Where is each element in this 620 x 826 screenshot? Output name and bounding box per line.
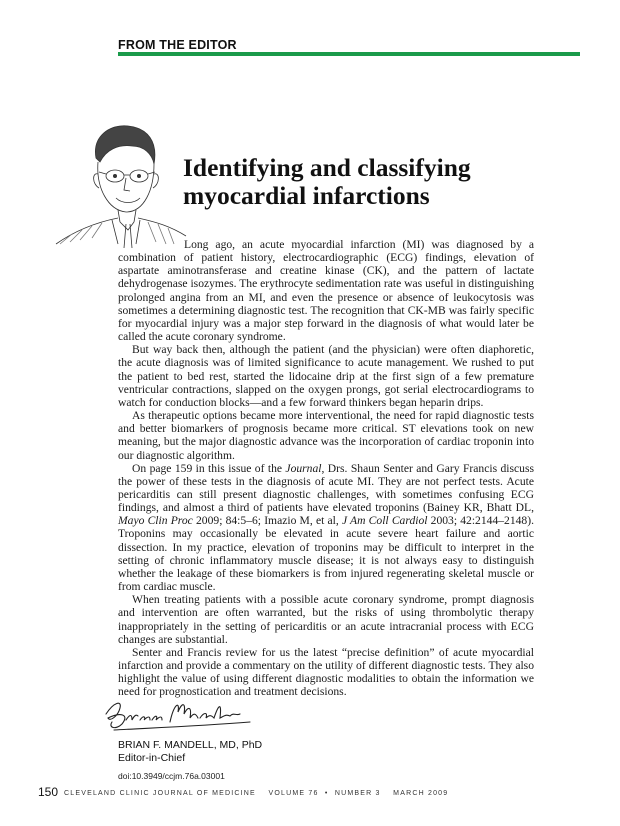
doi-link[interactable]: doi:10.3949/ccjm.76a.03001 xyxy=(118,771,225,781)
article-title xyxy=(183,154,563,210)
journal-footer: CLEVELAND CLINIC JOURNAL OF MEDICINE VOLUME 76 • NUMBER 3 MARCH 2009 xyxy=(64,790,449,797)
article-title-line-2: myocardial infarctions xyxy=(183,181,430,210)
article-body xyxy=(118,238,534,698)
section-rule xyxy=(118,52,580,56)
paragraph: But way back then, although the patient (and the physician) were often diaphoretic, the acute diagnosis was of limited significance to acute management. We rushed to put the patient to bed rest, started the lidocaine drip at the first sign of a few premature ventricular contractions, slapped on the oxygen prongs, got serial electrocardiograms to watch for conduction blocks—and a few forward thinkers began heparin drips. xyxy=(118,343,534,409)
page-number: 150 xyxy=(38,785,59,799)
article-title-line-1: Identifying and classifying xyxy=(183,153,471,182)
section-label: FROM THE EDITOR xyxy=(118,38,237,52)
signature-icon xyxy=(100,692,260,736)
editor-portrait-icon xyxy=(52,118,192,248)
paragraph: As therapeutic options became more interventional, the need for rapid diagnostic tests and better biomarkers of prognosis became more critical. ST elevations took on new meaning, but the major diagnostic advance was the incorporation of cardiac troponin into our diagnostic algorithm. xyxy=(118,409,534,462)
paragraph: On page 159 in this issue of the Journal, Drs. Shaun Senter and Gary Francis discuss the power of these tests in the diagnosis of acute MI. They are not perfect tests. Acute pericarditis can still present diagnostic challenges, with sometimes confusing ECG findings, and almost a third of patients have elevated troponins (Bainey KR, Bhatt DL, Mayo Clin Proc 2009; 84:5–6; Imazio M, et al, J Am Coll Cardiol 2003; 42:2144–2148). Troponins may occasionally be elevated in acute severe heart failure and aortic dissection. In my practice, elevation of troponins may be difficult to interpret in the setting of chronic inflammatory muscle disease; it is not always easy to distinguish whether the leakage of these biomarkers is from injured regenerating skeletal muscle or from cardiac muscle. xyxy=(118,461,534,594)
author-name: BRIAN F. MANDELL, MD, PhD xyxy=(118,739,263,751)
author-block xyxy=(118,739,262,765)
paragraph: Long ago, an acute myocardial infarction (MI) was diagnosed by a combination of patient history, electrocardiographic (ECG) findings, elevation of aspartate aminotransferase and creatine kinase (CK), and the pattern of lactate dehydrogenase isozymes. The erythrocyte sedimentation rate was useful in distinguishing prolonged angina from an MI, and even the presence or absence of leukocytosis was sometimes a determining diagnostic test. The recognition that CK-MB was fairly specific for myocardial injury was a major step forward in the diagnosis of what would later be called the acute coronary syndrome. xyxy=(118,238,534,344)
author-role: Editor-in-Chief xyxy=(118,752,186,764)
paragraph: When treating patients with a possible acute coronary syndrome, prompt diagnosis and intervention are often warranted, but the risks of using thrombolytic therapy inappropriately in the setting of pericarditis or an acute intracranial process with ECG changes are substantial. xyxy=(118,593,534,646)
paragraph: Senter and Francis review for us the latest “precise definition” of acute myocardial infarction and provide a commentary on the utility of different diagnostic tests. They also highlight the value of using different diagnostic modalities to obtain the information we need for prognostication and treatment decisions. xyxy=(118,645,534,699)
